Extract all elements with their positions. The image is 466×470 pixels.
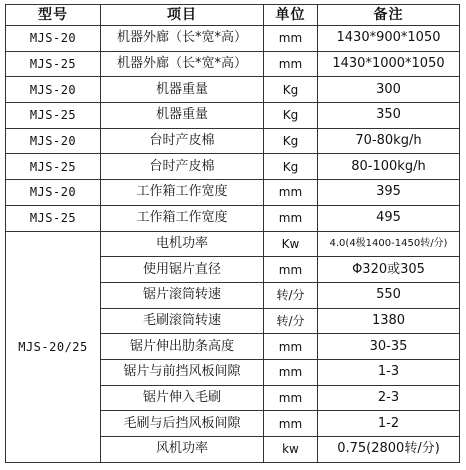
model-cell: MJS-20 bbox=[6, 180, 101, 206]
item-cell: 使用锯片直径 bbox=[101, 257, 264, 283]
table-row bbox=[6, 205, 460, 231]
item-cell: 台时产皮棉 bbox=[101, 128, 264, 154]
header-unit: 单位 bbox=[264, 5, 318, 26]
item-cell: 机器重量 bbox=[101, 77, 264, 103]
unit-cell: Kw bbox=[264, 231, 318, 257]
item-cell: 机器外廊（长*宽*高） bbox=[101, 51, 264, 77]
table-row bbox=[6, 26, 460, 52]
unit-cell: mm bbox=[264, 359, 318, 385]
note-cell: Φ320或305 bbox=[318, 257, 460, 283]
unit-cell: 转/分 bbox=[264, 308, 318, 334]
note-cell: 1380 bbox=[318, 308, 460, 334]
note-cell: 30-35 bbox=[318, 334, 460, 360]
table-row bbox=[6, 231, 460, 257]
header-item: 项目 bbox=[101, 5, 264, 26]
unit-cell: mm bbox=[264, 385, 318, 411]
table-row bbox=[6, 51, 460, 77]
model-cell: MJS-25 bbox=[6, 154, 101, 180]
note-cell: 1-2 bbox=[318, 411, 460, 437]
item-cell: 机器外廊（长*宽*高） bbox=[101, 26, 264, 52]
unit-cell: mm bbox=[264, 205, 318, 231]
item-cell: 机器重量 bbox=[101, 103, 264, 129]
item-cell: 锯片滚筒转速 bbox=[101, 282, 264, 308]
item-cell: 毛刷与后挡风板间隙 bbox=[101, 411, 264, 437]
table-row bbox=[6, 128, 460, 154]
shared-model-cell: MJS-20/25 bbox=[6, 231, 101, 462]
unit-cell: 转/分 bbox=[264, 282, 318, 308]
note-cell: 70-80kg/h bbox=[318, 128, 460, 154]
note-cell: 1430*1000*1050 bbox=[318, 51, 460, 77]
unit-cell: kw bbox=[264, 437, 318, 463]
note-cell: 2-3 bbox=[318, 385, 460, 411]
item-cell: 工作箱工作宽度 bbox=[101, 180, 264, 206]
note-cell: 495 bbox=[318, 205, 460, 231]
unit-cell: Kg bbox=[264, 103, 318, 129]
model-cell: MJS-20 bbox=[6, 26, 101, 52]
item-cell: 锯片伸出肋条高度 bbox=[101, 334, 264, 360]
model-cell: MJS-25 bbox=[6, 205, 101, 231]
note-cell: 550 bbox=[318, 282, 460, 308]
note-cell: 300 bbox=[318, 77, 460, 103]
unit-cell: mm bbox=[264, 51, 318, 77]
table-row bbox=[6, 77, 460, 103]
header-row bbox=[6, 5, 460, 26]
table-row bbox=[6, 154, 460, 180]
unit-cell: mm bbox=[264, 257, 318, 283]
unit-cell: mm bbox=[264, 334, 318, 360]
model-cell: MJS-25 bbox=[6, 51, 101, 77]
unit-cell: Kg bbox=[264, 128, 318, 154]
table-row bbox=[6, 103, 460, 129]
model-cell: MJS-25 bbox=[6, 103, 101, 129]
model-cell: MJS-20 bbox=[6, 128, 101, 154]
item-cell: 台时产皮棉 bbox=[101, 154, 264, 180]
note-cell: 1430*900*1050 bbox=[318, 26, 460, 52]
header-note: 备注 bbox=[318, 5, 460, 26]
model-cell: MJS-20 bbox=[6, 77, 101, 103]
item-cell: 电机功率 bbox=[101, 231, 264, 257]
item-cell: 锯片与前挡风板间隙 bbox=[101, 359, 264, 385]
unit-cell: Kg bbox=[264, 77, 318, 103]
header-model: 型号 bbox=[6, 5, 101, 26]
spec-table bbox=[5, 4, 460, 463]
item-cell: 工作箱工作宽度 bbox=[101, 205, 264, 231]
note-cell: 1-3 bbox=[318, 359, 460, 385]
unit-cell: mm bbox=[264, 180, 318, 206]
note-cell: 0.75(2800转/分) bbox=[318, 437, 460, 463]
note-cell: 80-100kg/h bbox=[318, 154, 460, 180]
unit-cell: mm bbox=[264, 26, 318, 52]
unit-cell: mm bbox=[264, 411, 318, 437]
note-cell: 4.0(4极1400-1450转/分) bbox=[318, 231, 460, 257]
note-cell: 395 bbox=[318, 180, 460, 206]
unit-cell: Kg bbox=[264, 154, 318, 180]
table-row bbox=[6, 180, 460, 206]
item-cell: 锯片伸入毛刷 bbox=[101, 385, 264, 411]
note-cell: 350 bbox=[318, 103, 460, 129]
item-cell: 风机功率 bbox=[101, 437, 264, 463]
item-cell: 毛刷滚筒转速 bbox=[101, 308, 264, 334]
